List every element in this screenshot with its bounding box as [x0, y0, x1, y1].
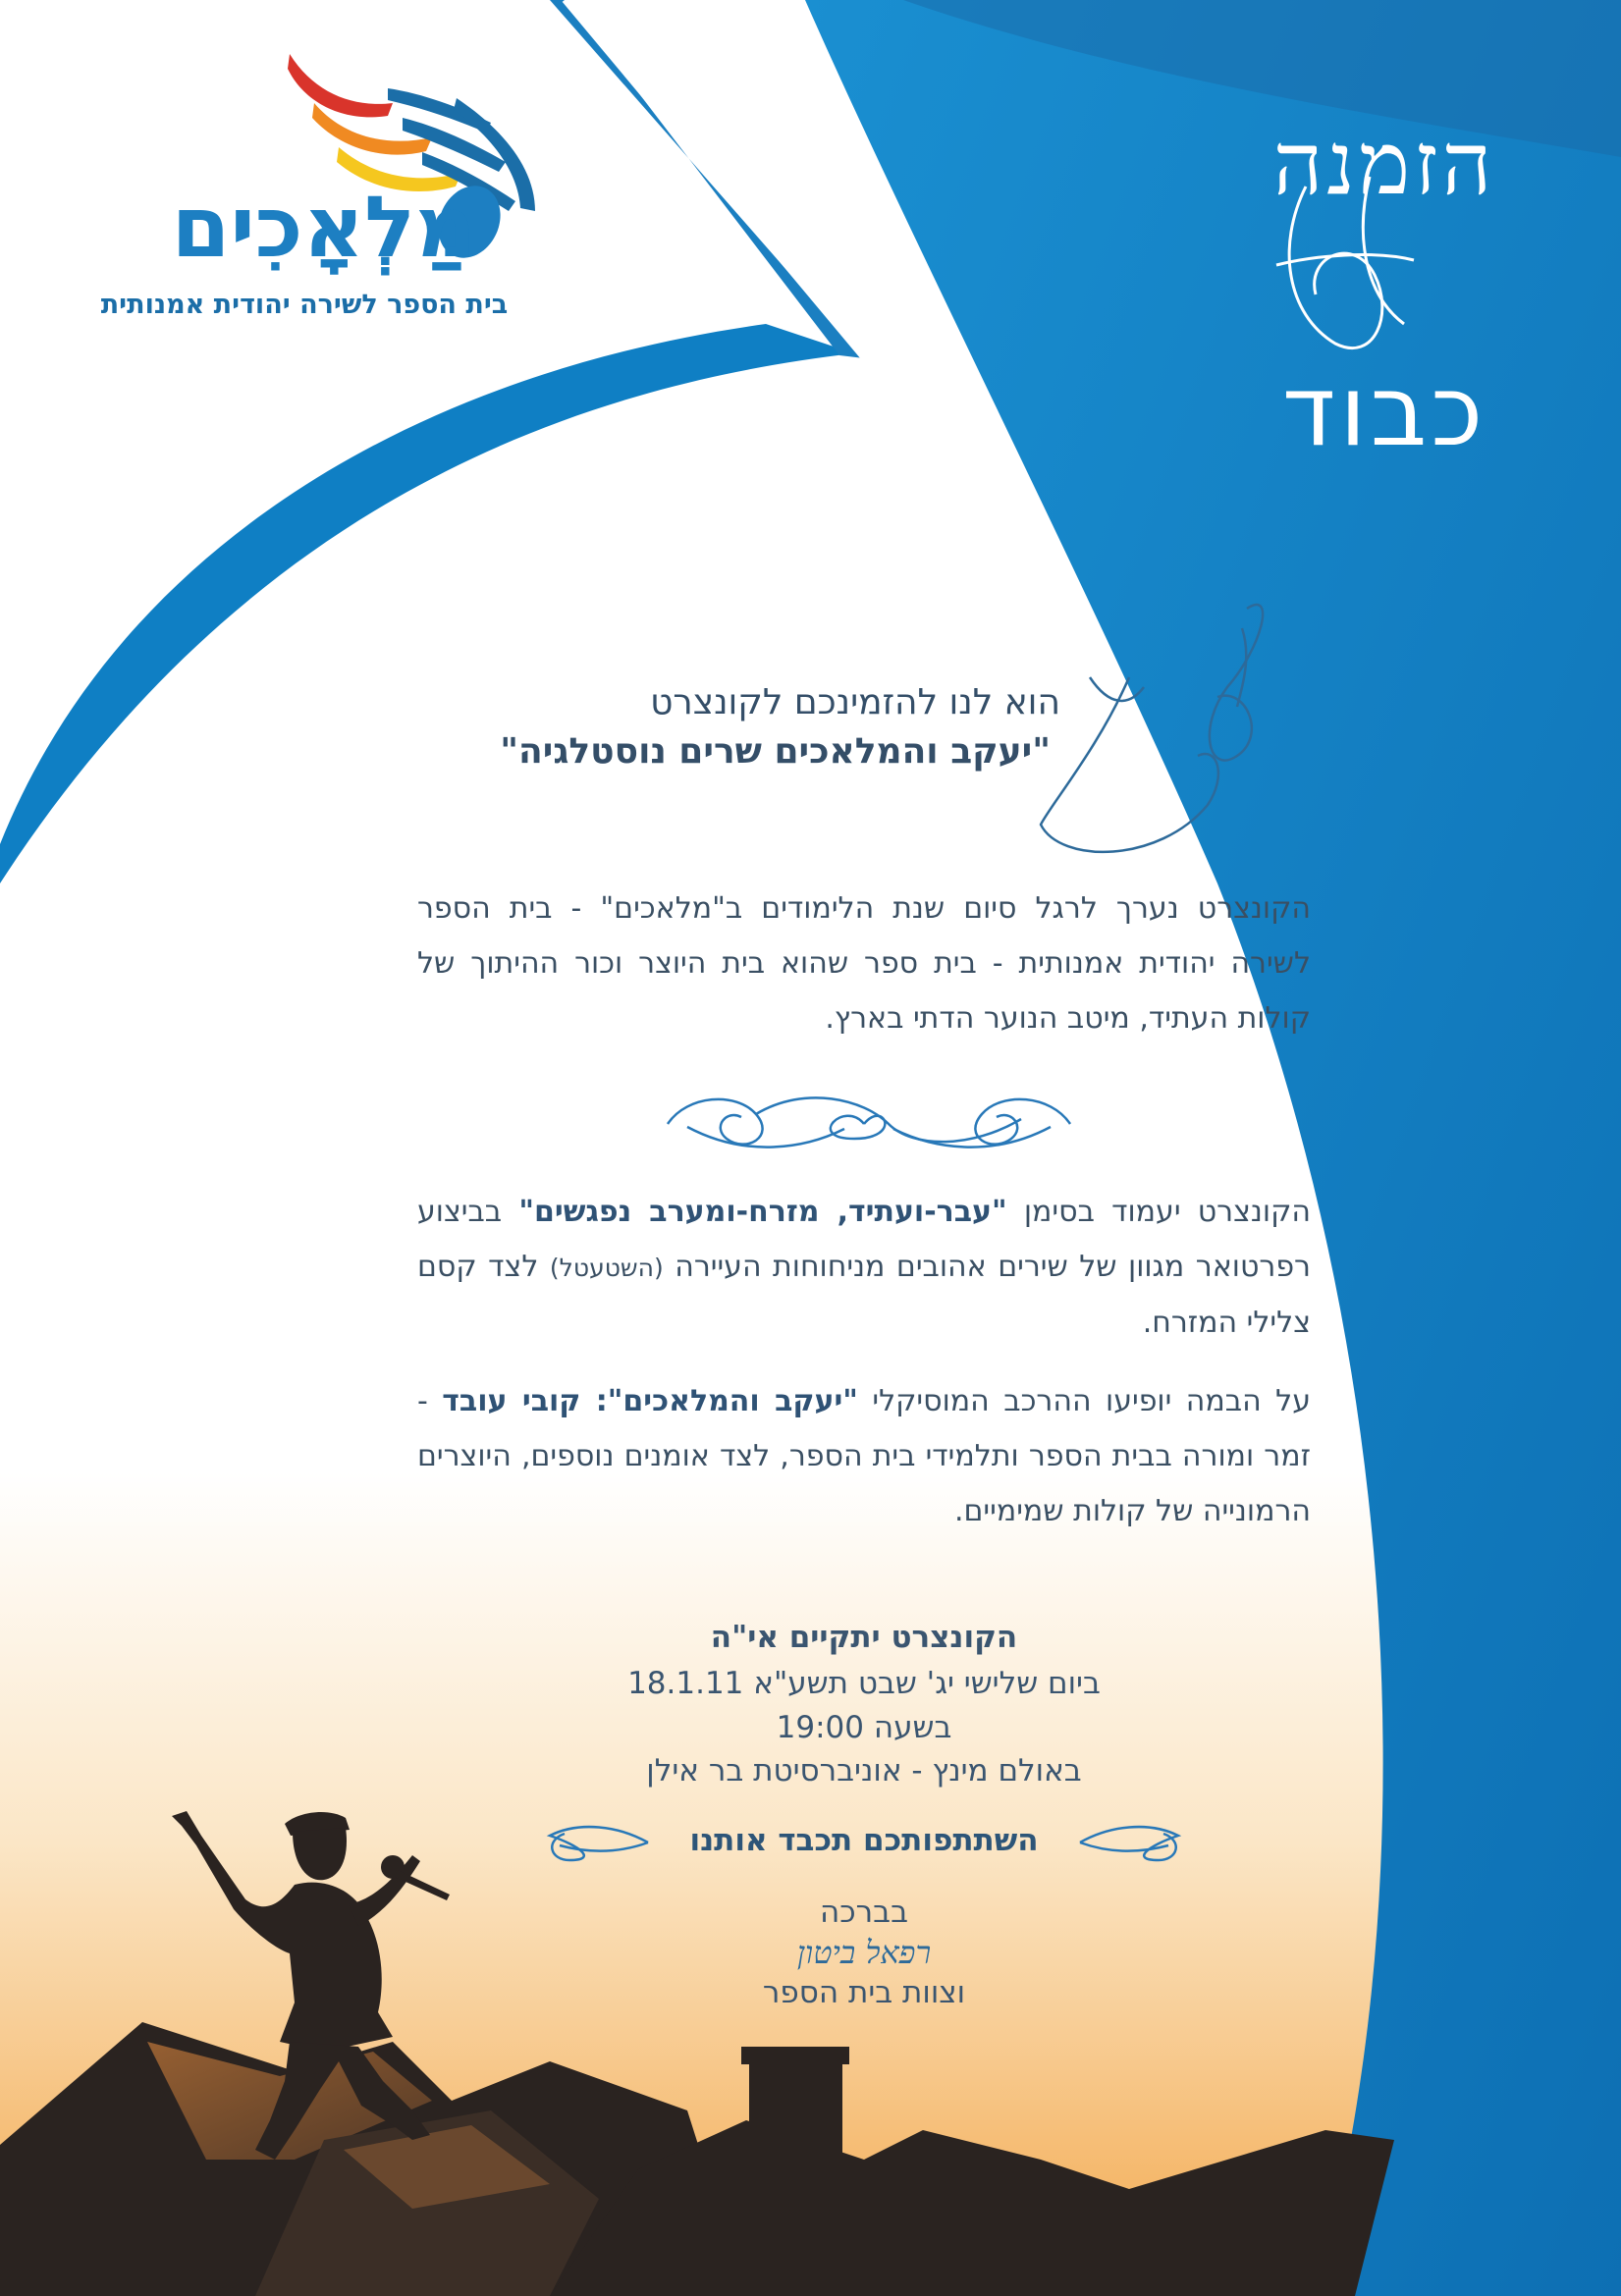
intro-line-1: הוא לנו להזמינכם לקונצרט: [650, 682, 1060, 722]
theme-text-end: לצד קסם צלילי המזרח.: [417, 1250, 1311, 1340]
paragraph-performers: [417, 1374, 1311, 1539]
paragraph-theme: [417, 1185, 1311, 1351]
signature-greeting: בברכה: [820, 1895, 908, 1930]
performers-bold: "יעקב והמלאכים": קובי עובד: [442, 1384, 858, 1418]
title-line-2: כבוד: [1281, 353, 1487, 468]
paragraph-about-school: הקונצרט נערך לרגל סיום שנת הלימודים ב"מלאכים" - בית הספר לשירה יהודית אמנותית - בית ספר שהוא בית היוצר וכור ההיתוך של קולות העתיד, מיטב הנוער הדתי בארץ.: [417, 891, 1311, 1036]
event-date: ביום שלישי יג' שבט תשע"א 18.1.11: [627, 1666, 1101, 1701]
event-honor-line: השתתפותכם תכבד אותנו: [689, 1823, 1039, 1858]
intro-line-2: "יעקב והמלאכים שרים נוסטלגיה": [500, 731, 1051, 772]
title-line-1: הזמנה: [1272, 113, 1496, 214]
theme-bold: "עבר-ועתיד, מזרח-ומערב נפגשים": [518, 1195, 1007, 1229]
theme-small: (השטעטל): [549, 1254, 664, 1282]
theme-text-mid: בביצוע רפרטואר מגוון של שירים אהובים מניחוחות העיירה: [417, 1195, 1311, 1284]
logo-name: מַלְאָכִים: [171, 179, 477, 277]
signature-team: וצוות בית הספר: [762, 1975, 966, 2010]
event-time: בשעה 19:00: [776, 1710, 952, 1745]
flag-line: [565, 0, 864, 358]
ornament-divider: [668, 1097, 1070, 1147]
left-swoosh: [0, 324, 854, 883]
signature-name: רפאל ביטון: [796, 1934, 932, 1971]
performers-text-end: - זמר ומורה בבית הספר ותלמידי בית הספר, לצד אומנים נוספים, היוצרים הרמונייה של קולות שמימיים.: [417, 1384, 1311, 1528]
performers-text-start: על הבמה יופיעו ההרכב המוסיקלי: [857, 1384, 1311, 1418]
logo-tagline: בית הספר לשירה יהודית אמנותית: [100, 290, 509, 320]
event-heading: הקונצרט יתקיים אי"ה: [710, 1620, 1018, 1655]
theme-text-start: הקונצרט יעמוד בסימן: [1006, 1195, 1311, 1229]
event-place: באולם מינץ - אוניברסיטת בר אילן: [646, 1753, 1082, 1789]
